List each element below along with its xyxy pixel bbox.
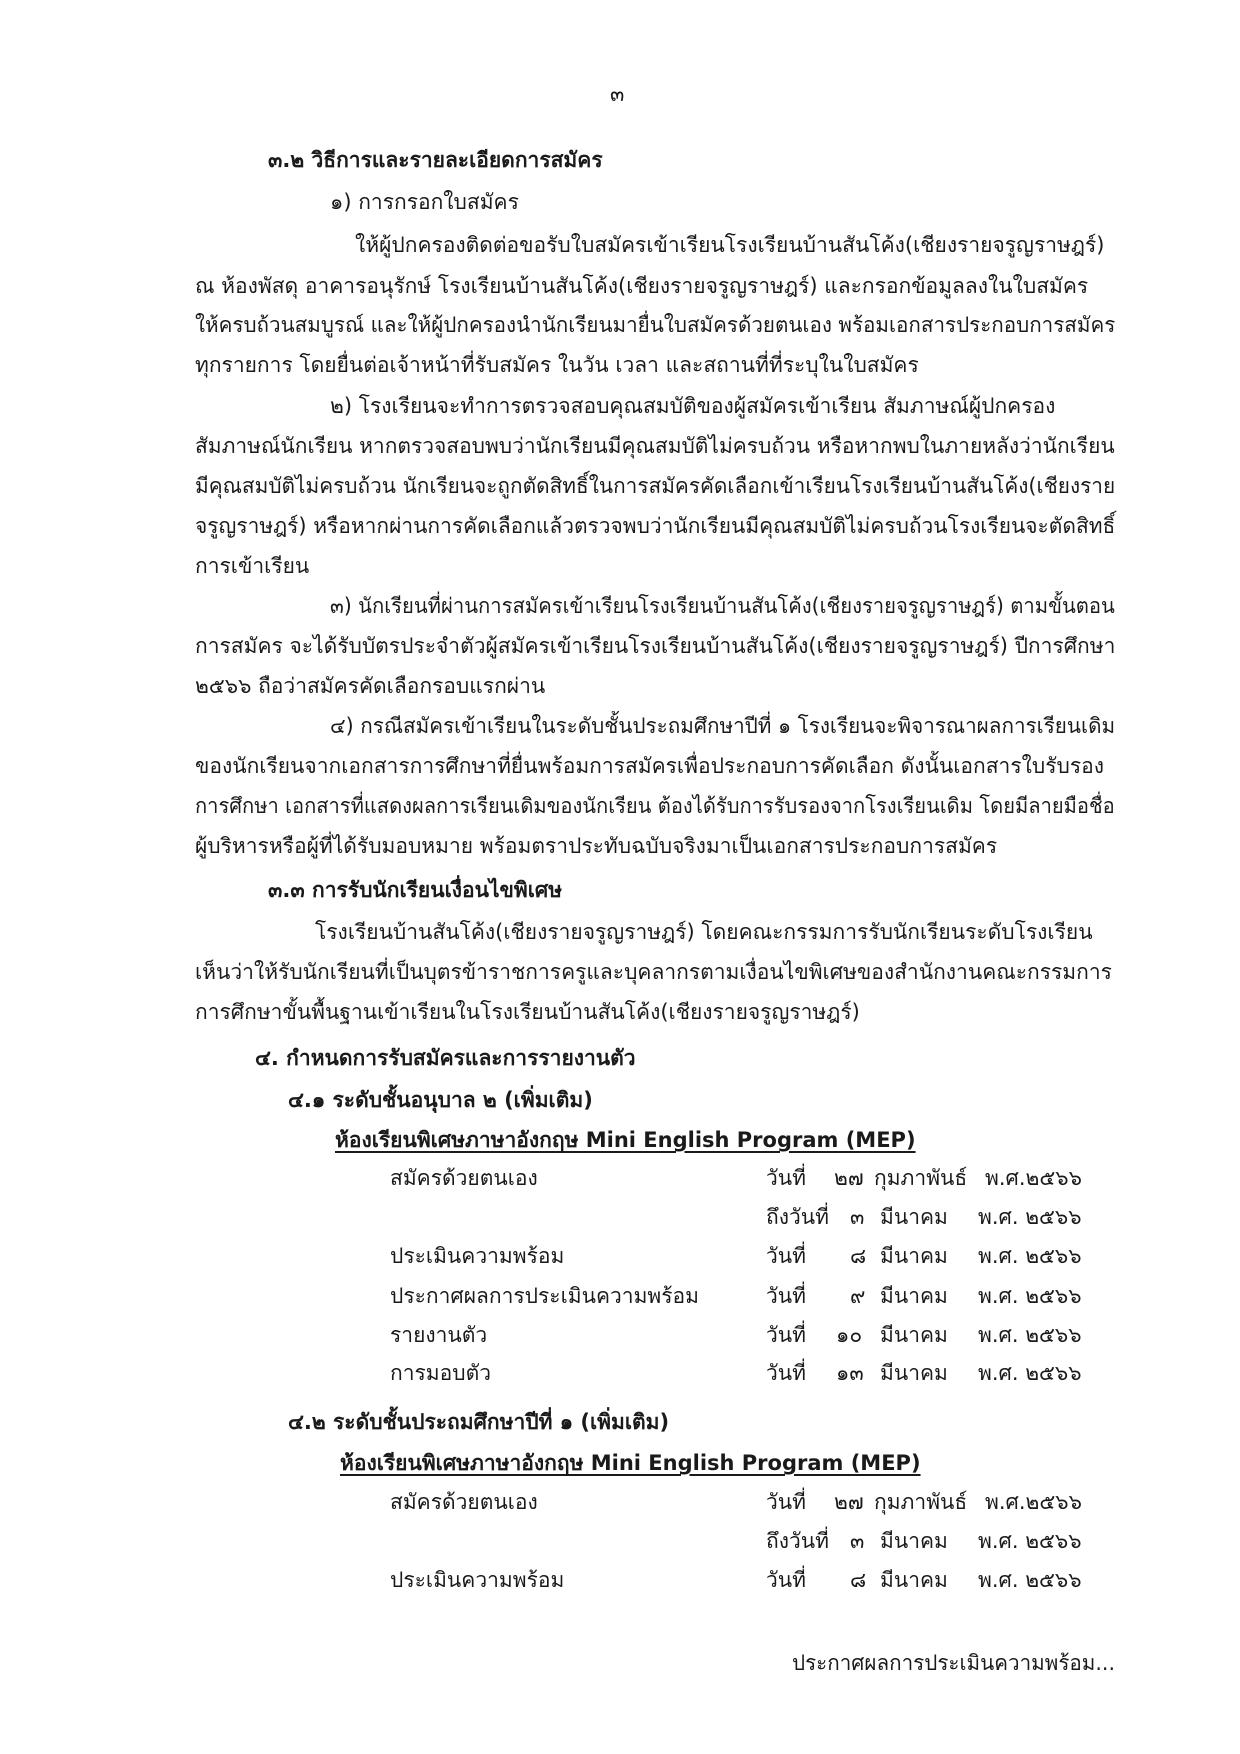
- day: ๑๓: [836, 1361, 864, 1385]
- day: ๘: [850, 1244, 867, 1268]
- year: พ.ศ. ๒๕๖๖: [978, 1205, 1082, 1229]
- sub2-line: จรูญราษฎร์) หรือหากผ่านการคัดเลือกแล้วตรวจพบว่านักเรียนมีคุณสมบัติไม่ครบถ้วนโรงเรียนจะตัดสิทธิ์: [195, 514, 1116, 538]
- sub2-line: สัมภาษณ์นักเรียน หากตรวจสอบพบว่านักเรียนมีคุณสมบัติไม่ครบถ้วน หรือหากพบในภายหลังว่านักเรียน: [195, 434, 1115, 458]
- month: มีนาคม: [880, 1244, 948, 1268]
- date-prefix: วันที่: [766, 1568, 806, 1592]
- month: มีนาคม: [880, 1568, 948, 1592]
- year: พ.ศ. ๒๕๖๖: [978, 1323, 1082, 1347]
- activity: สมัครด้วยตนเอง: [390, 1166, 538, 1190]
- date-prefix: วันที่: [766, 1244, 806, 1268]
- continuation-text: ประกาศผลการประเมินความพร้อม...: [792, 1651, 1116, 1675]
- sub1-line: ให้ผู้ปกครองติดต่อขอรับใบสมัครเข้าเรียนโรงเรียนบ้านสันโค้ง(เชียงรายจรูญราษฎร์): [355, 233, 1105, 257]
- s33-line: เห็นว่าให้รับนักเรียนที่เป็นบุตรข้าราชการครูและบุคลากรตามเงื่อนไขพิเศษของสำนักงานคณะกรรมการ: [195, 960, 1112, 984]
- section-3-2-heading: ๓.๒ วิธีการและรายละเอียดการสมัคร: [268, 148, 603, 172]
- section-3-3-heading: ๓.๓ การรับนักเรียนเงื่อนไขพิเศษ: [268, 878, 563, 902]
- sub1-line: ให้ครบถ้วนสมบูรณ์ และให้ผู้ปกครองนำนักเรียนมายื่นใบสมัครด้วยตนเอง พร้อมเอกสารประกอบการสมัคร: [195, 313, 1116, 337]
- activity: สมัครด้วยตนเอง: [390, 1490, 538, 1514]
- sub1-line: ณ ห้องพัสดุ อาคารอนุรักษ์ โรงเรียนบ้านสันโค้ง(เชียงรายจรูญราษฎร์) และกรอกข้อมูลลงในใบสมัคร: [195, 274, 1089, 298]
- month: มีนาคม: [880, 1529, 948, 1553]
- month: มีนาคม: [880, 1205, 948, 1229]
- activity: ประเมินความพร้อม: [390, 1244, 565, 1268]
- sub4-line: ผู้บริหารหรือผู้ที่ได้รับมอบหมาย พร้อมตราประทับฉบับจริงมาเป็นเอกสารประกอบการสมัคร: [195, 834, 998, 858]
- date-prefix: วันที่: [766, 1361, 806, 1385]
- activity: รายงานตัว: [390, 1323, 488, 1347]
- year: พ.ศ.๒๕๖๖: [985, 1490, 1082, 1514]
- year: พ.ศ.๒๕๖๖: [985, 1166, 1082, 1190]
- page-number: ๓: [610, 82, 625, 106]
- month: มีนาคม: [880, 1323, 948, 1347]
- activity: ประกาศผลการประเมินความพร้อม: [390, 1284, 700, 1308]
- sub3-line: ๓) นักเรียนที่ผ่านการสมัครเข้าเรียนโรงเรียนบ้านสันโค้ง(เชียงรายจรูญราษฎร์) ตามขั้นตอน: [330, 594, 1115, 618]
- sub1-title: ๑) การกรอกใบสมัคร: [330, 190, 519, 214]
- section-4-2-heading: ๔.๒ ระดับชั้นประถมศึกษาปีที่ ๑ (เพิ่มเติม): [288, 1410, 670, 1434]
- s33-line: โรงเรียนบ้านสันโค้ง(เชียงรายจรูญราษฎร์) โดยคณะกรรมการรับนักเรียนระดับโรงเรียน: [315, 920, 1093, 944]
- date-prefix: วันที่: [766, 1323, 806, 1347]
- sub2-line: ๒) โรงเรียนจะทำการตรวจสอบคุณสมบัติของผู้สมัครเข้าเรียน สัมภาษณ์ผู้ปกครอง: [330, 394, 1056, 418]
- month: มีนาคม: [880, 1361, 948, 1385]
- day: ๘: [850, 1568, 867, 1592]
- sub1-line: ทุกรายการ โดยยื่นต่อเจ้าหน้าที่รับสมัคร ในวัน เวลา และสถานที่ที่ระบุในใบสมัคร: [195, 353, 919, 377]
- sub4-line: ๔) กรณีสมัครเข้าเรียนในระดับชั้นประถมศึกษาปีที่ ๑ โรงเรียนจะพิจารณาผลการเรียนเดิม: [330, 714, 1116, 738]
- date-prefix: ถึงวันที่: [766, 1529, 829, 1553]
- month: มีนาคม: [880, 1284, 948, 1308]
- sub3-line: ๒๕๖๖ ถือว่าสมัครคัดเลือกรอบแรกผ่าน: [195, 674, 546, 698]
- s33-line: การศึกษาขั้นพื้นฐานเข้าเรียนในโรงเรียนบ้านสันโค้ง(เชียงรายจรูญราษฎร์): [195, 1000, 860, 1024]
- sub2-line: การเข้าเรียน: [195, 554, 310, 578]
- day: ๙: [850, 1284, 866, 1308]
- section-4-1-heading: ๔.๑ ระดับชั้นอนุบาล ๒ (เพิ่มเติม): [288, 1088, 593, 1112]
- year: พ.ศ. ๒๕๖๖: [978, 1568, 1082, 1592]
- day: ๑๐: [836, 1323, 863, 1347]
- sub2-line: มีคุณสมบัติไม่ครบถ้วน นักเรียนจะถูกตัดสิทธิ์ในการสมัครคัดเลือกเข้าเรียนโรงเรียนบ้านสันโค้ง(เชียงราย: [195, 474, 1116, 498]
- date-prefix: ถึงวันที่: [766, 1205, 829, 1229]
- date-prefix: วันที่: [766, 1284, 806, 1308]
- sub3-line: การสมัคร จะได้รับบัตรประจำตัวผู้สมัครเข้าเรียนโรงเรียนบ้านสันโค้ง(เชียงรายจรูญราษฎร์) ปีการศึกษา: [195, 634, 1116, 658]
- section-4-2-program: ห้องเรียนพิเศษภาษาอังกฤษ Mini English Program (MEP): [340, 1451, 921, 1475]
- day: ๒๗: [834, 1490, 864, 1514]
- section-4-1-program: ห้องเรียนพิเศษภาษาอังกฤษ Mini English Program (MEP): [335, 1128, 916, 1152]
- sub4-line: ของนักเรียนจากเอกสารการศึกษาที่ยื่นพร้อมการสมัครเพื่อประกอบการคัดเลือก ดังนั้นเอกสารใบรับรอง: [195, 754, 1104, 778]
- day: ๓: [850, 1529, 865, 1553]
- year: พ.ศ. ๒๕๖๖: [978, 1284, 1082, 1308]
- day: ๒๗: [834, 1166, 864, 1190]
- section-4-heading: ๔. กำหนดการรับสมัครและการรายงานตัว: [255, 1046, 636, 1070]
- year: พ.ศ. ๒๕๖๖: [978, 1529, 1082, 1553]
- sub4-line: การศึกษา เอกสารที่แสดงผลการเรียนเดิมของนักเรียน ต้องได้รับการรับรองจากโรงเรียนเดิม โดยมีลายมือชื่อ: [195, 794, 1115, 818]
- date-prefix: วันที่: [766, 1166, 806, 1190]
- activity: การมอบตัว: [390, 1361, 492, 1385]
- month: กุมภาพันธ์: [874, 1490, 968, 1514]
- date-prefix: วันที่: [766, 1490, 806, 1514]
- day: ๓: [850, 1205, 865, 1229]
- month: กุมภาพันธ์: [874, 1166, 968, 1190]
- year: พ.ศ. ๒๕๖๖: [978, 1244, 1082, 1268]
- activity: ประเมินความพร้อม: [390, 1568, 565, 1592]
- year: พ.ศ. ๒๕๖๖: [978, 1361, 1082, 1385]
